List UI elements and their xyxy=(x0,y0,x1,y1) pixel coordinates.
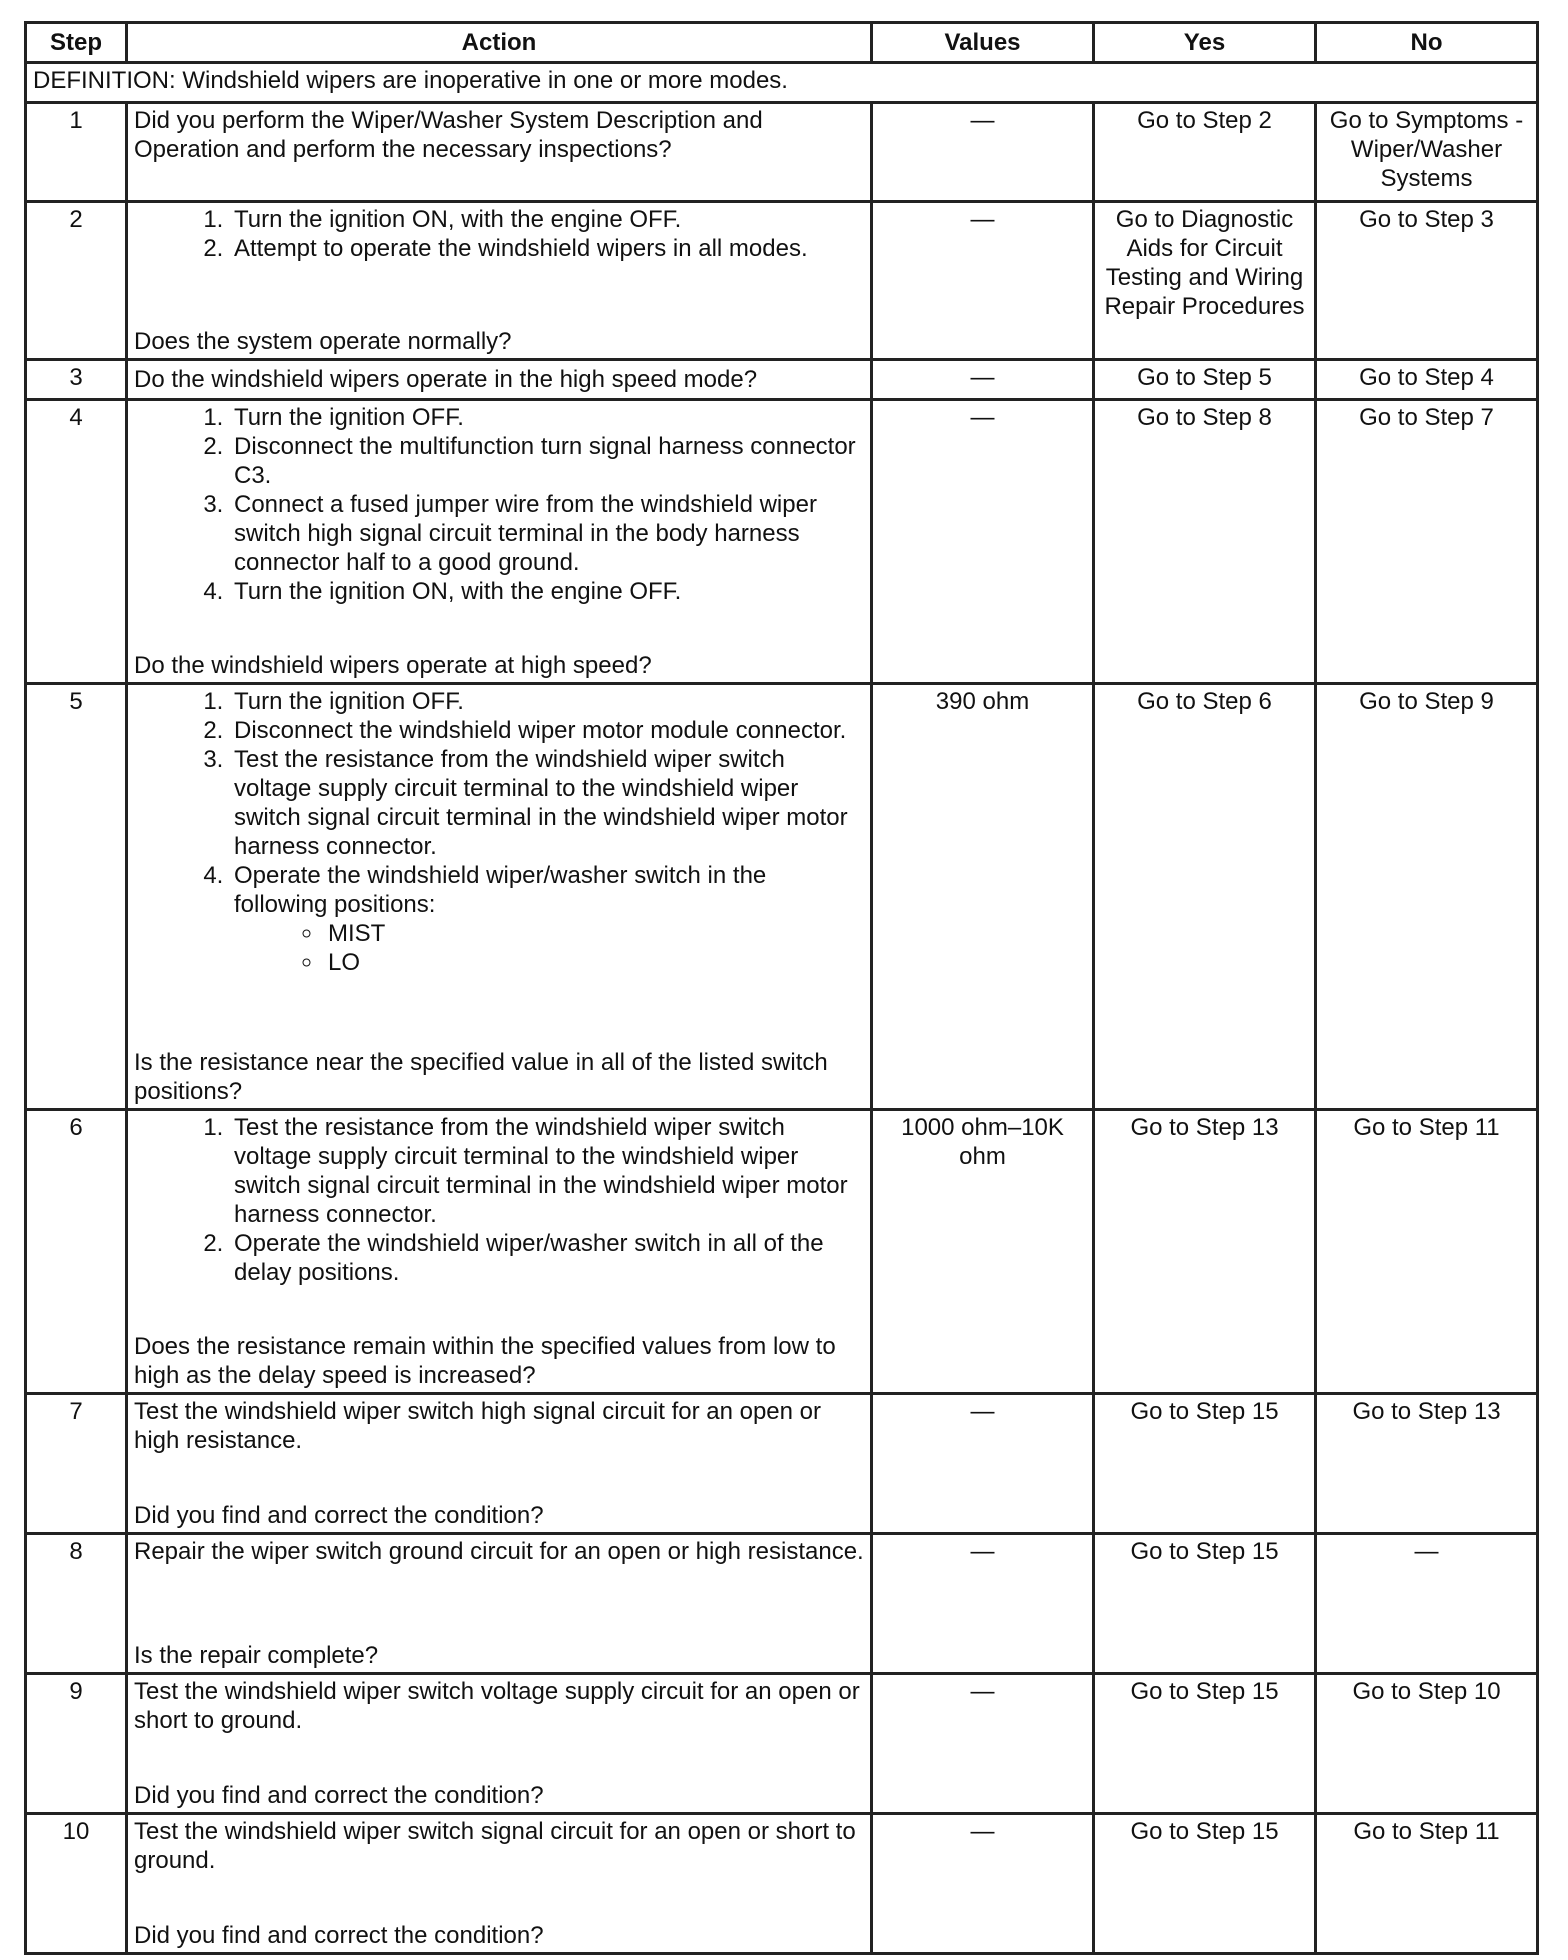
no-cell: Go to Step 11 xyxy=(1316,1814,1538,1954)
no-cell: Go to Step 7 xyxy=(1316,400,1538,684)
action-text: Do the windshield wipers operate in the high speed mode? xyxy=(134,366,758,393)
action-steps xyxy=(134,1113,864,1287)
step-number: 10 xyxy=(26,1814,127,1954)
action-text: Test the windshield wiper switch high signal circuit for an open or high resistance. xyxy=(134,1398,822,1454)
table-row xyxy=(26,202,1538,360)
value-cell: 1000 ohm–10K ohm xyxy=(872,1110,1094,1394)
list-item: 1. Test the resistance from the windshield wiper switch voltage supply circuit terminal to the windshield wiper switch signal circuit terminal in the windshield wiper motor harness connector. xyxy=(230,1113,864,1229)
header-step: Step xyxy=(26,23,127,63)
list-item xyxy=(230,861,864,977)
header-yes: Yes xyxy=(1094,23,1316,63)
list-item-text: Operate the windshield wiper/washer switch in the following positions: xyxy=(234,862,767,918)
yes-cell: Go to Step 6 xyxy=(1094,684,1316,1110)
action-question: Does the resistance remain within the specified values from low to high as the delay speed is increased? xyxy=(134,1333,836,1389)
value-cell: — xyxy=(872,202,1094,360)
table-row xyxy=(26,400,1538,684)
table-row xyxy=(26,684,1538,1110)
no-cell: — xyxy=(1316,1534,1538,1674)
list-item: 1. Turn the ignition OFF. xyxy=(230,687,864,716)
step-number: 1 xyxy=(26,103,127,202)
action-cell xyxy=(127,360,872,400)
step-number: 5 xyxy=(26,684,127,1110)
yes-cell: Go to Step 8 xyxy=(1094,400,1316,684)
action-text: Did you perform the Wiper/Washer System Description and Operation and perform the necessary inspections? xyxy=(134,107,763,163)
action-cell xyxy=(127,684,872,1110)
value-cell: — xyxy=(872,103,1094,202)
action-text: Test the windshield wiper switch voltage supply circuit for an open or short to ground. xyxy=(134,1678,860,1734)
definition-row xyxy=(26,63,1538,103)
yes-cell: Go to Step 15 xyxy=(1094,1814,1316,1954)
yes-cell: Go to Step 13 xyxy=(1094,1110,1316,1394)
action-question: Does the system operate normally? xyxy=(134,328,512,355)
table-row xyxy=(26,103,1538,202)
value-cell: — xyxy=(872,1674,1094,1814)
list-item: 2. Disconnect the windshield wiper motor module connector. xyxy=(230,716,864,745)
value-cell: — xyxy=(872,1534,1094,1674)
no-cell: Go to Step 4 xyxy=(1316,360,1538,400)
step-number: 4 xyxy=(26,400,127,684)
action-question: Did you find and correct the condition? xyxy=(134,1922,544,1949)
action-question: Do the windshield wipers operate at high speed? xyxy=(134,652,652,679)
action-question: Did you find and correct the condition? xyxy=(134,1782,544,1809)
step-number: 3 xyxy=(26,360,127,400)
value-cell: — xyxy=(872,360,1094,400)
action-cell xyxy=(127,400,872,684)
yes-cell: Go to Step 15 xyxy=(1094,1674,1316,1814)
action-question: Did you find and correct the condition? xyxy=(134,1502,544,1529)
definition-text: DEFINITION: Windshield wipers are inoperative in one or more modes. xyxy=(26,63,1538,103)
yes-cell: Go to Step 5 xyxy=(1094,360,1316,400)
list-item: 3. Test the resistance from the windshield wiper switch voltage supply circuit terminal to the windshield wiper switch signal circuit terminal in the windshield wiper motor harness connector. xyxy=(230,745,864,861)
table-row xyxy=(26,1534,1538,1674)
action-cell xyxy=(127,1534,872,1674)
step-number: 6 xyxy=(26,1110,127,1394)
table-row xyxy=(26,1110,1538,1394)
diagnostic-table xyxy=(24,21,1539,1955)
action-steps xyxy=(134,403,864,606)
sub-item: ◦ MIST xyxy=(324,919,864,948)
step-number: 9 xyxy=(26,1674,127,1814)
no-cell: Go to Step 11 xyxy=(1316,1110,1538,1394)
action-cell xyxy=(127,1110,872,1394)
action-steps xyxy=(134,687,864,977)
action-cell xyxy=(127,1814,872,1954)
action-question: Is the resistance near the specified value in all of the listed switch positions? xyxy=(134,1049,828,1105)
action-steps xyxy=(134,205,864,263)
yes-cell: Go to Step 15 xyxy=(1094,1394,1316,1534)
yes-cell: Go to Diagnostic Aids for Circuit Testing and Wiring Repair Procedures xyxy=(1094,202,1316,360)
step-number: 8 xyxy=(26,1534,127,1674)
action-cell xyxy=(127,103,872,202)
action-question: Is the repair complete? xyxy=(134,1642,379,1669)
list-item: 3. Connect a fused jumper wire from the windshield wiper switch high signal circuit terminal in the body harness connector half to a good ground. xyxy=(230,490,864,577)
table-row xyxy=(26,360,1538,400)
no-cell: Go to Step 10 xyxy=(1316,1674,1538,1814)
list-item: 4. Turn the ignition ON, with the engine OFF. xyxy=(230,577,864,606)
sub-item: ◦ LO xyxy=(324,948,864,977)
step-number: 2 xyxy=(26,202,127,360)
value-cell: — xyxy=(872,400,1094,684)
value-cell: — xyxy=(872,1394,1094,1534)
list-item: 1. Turn the ignition ON, with the engine OFF. xyxy=(230,205,864,234)
list-item: 2. Operate the windshield wiper/washer switch in all of the delay positions. xyxy=(230,1229,864,1287)
no-cell: Go to Symptoms - Wiper/Washer Systems xyxy=(1316,103,1538,202)
action-text: Repair the wiper switch ground circuit for an open or high resistance. xyxy=(134,1538,864,1565)
no-cell: Go to Step 9 xyxy=(1316,684,1538,1110)
action-cell xyxy=(127,1674,872,1814)
header-action: Action xyxy=(127,23,872,63)
no-cell: Go to Step 13 xyxy=(1316,1394,1538,1534)
table-row xyxy=(26,1814,1538,1954)
table-row xyxy=(26,1674,1538,1814)
yes-cell: Go to Step 2 xyxy=(1094,103,1316,202)
list-item: 2. Attempt to operate the windshield wipers in all modes. xyxy=(230,234,864,263)
header-row xyxy=(26,23,1538,63)
value-cell: 390 ohm xyxy=(872,684,1094,1110)
list-item: 2. Disconnect the multifunction turn signal harness connector C3. xyxy=(230,432,864,490)
list-item: 1. Turn the ignition OFF. xyxy=(230,403,864,432)
yes-cell: Go to Step 15 xyxy=(1094,1534,1316,1674)
header-no: No xyxy=(1316,23,1538,63)
step-number: 7 xyxy=(26,1394,127,1534)
action-text: Test the windshield wiper switch signal circuit for an open or short to ground. xyxy=(134,1818,856,1874)
value-cell: — xyxy=(872,1814,1094,1954)
action-cell xyxy=(127,1394,872,1534)
action-cell xyxy=(127,202,872,360)
table-row xyxy=(26,1394,1538,1534)
switch-positions xyxy=(234,919,864,977)
header-values: Values xyxy=(872,23,1094,63)
no-cell: Go to Step 3 xyxy=(1316,202,1538,360)
